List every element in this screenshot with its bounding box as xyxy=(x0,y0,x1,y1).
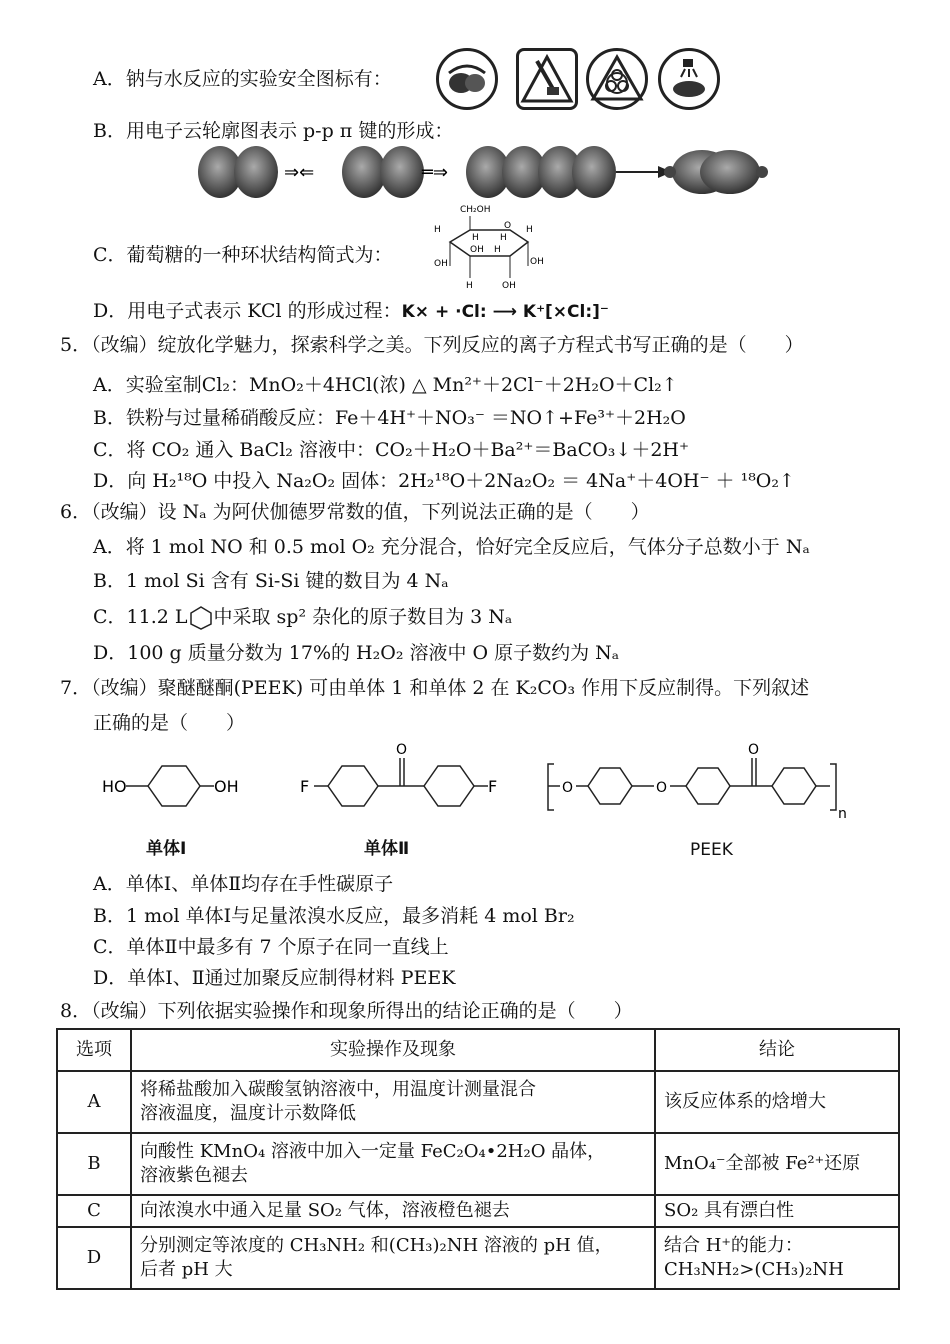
ring-label: OH xyxy=(502,281,516,291)
q7-option-a: A．单体Ⅰ、单体Ⅱ均存在手性碳原子 xyxy=(93,873,394,895)
q4-option-a: A．钠与水反应的实验安全图标有： xyxy=(93,68,392,90)
ring-label: H xyxy=(500,233,507,243)
carbonyl-oxygen: O xyxy=(396,742,408,758)
monomer-1-label: 单体Ⅰ xyxy=(146,839,187,859)
table-row xyxy=(57,1133,899,1195)
q4-option-c: C．葡萄糖的一种环状结构简式为： xyxy=(93,244,393,266)
q5-option-a: A．实验室制Cl₂：MnO₂＋4HCl(浓) △ Mn²⁺＋2Cl⁻＋2H₂O＋Cl₂↑ xyxy=(93,374,678,396)
ether-oxygen-1: O xyxy=(562,780,574,796)
ring-label: H xyxy=(466,281,473,291)
ring-label: OH xyxy=(470,245,484,255)
q6-option-c xyxy=(93,604,512,631)
q6-option-b: B．1 mol Si 含有 Si-Si 键的数目为 4 Nₐ xyxy=(93,570,449,592)
row-option: C xyxy=(57,1195,131,1227)
conclusion-line: CH₃NH₂>(CH₃)₂NH xyxy=(664,1259,844,1280)
oh-group: OH xyxy=(214,777,239,796)
row-operation xyxy=(131,1133,655,1195)
table-header-row xyxy=(57,1029,899,1071)
svg-text:⇒⇐: ⇒⇐ xyxy=(284,162,315,183)
ring-label: H xyxy=(526,225,533,235)
q5-stem: 5．（改编）绽放化学魅力，探索科学之美。下列反应的离子方程式书写正确的是（ ） xyxy=(60,334,804,356)
peek-carbonyl-oxygen: O xyxy=(748,742,760,758)
monomer-structures xyxy=(96,740,856,826)
header-option: 选项 xyxy=(57,1029,131,1071)
row-conclusion xyxy=(655,1227,899,1289)
q7-option-b: B．1 mol 单体Ⅰ与足量浓溴水反应，最多消耗 4 mol Br₂ xyxy=(93,905,575,927)
ring-label: O xyxy=(504,221,512,231)
p-orbital-diagram xyxy=(196,144,776,200)
cyclohexane-icon xyxy=(188,605,214,631)
row-option: D xyxy=(57,1227,131,1289)
row-operation: 向浓溴水中通入足量 SO₂ 气体，溶液橙色褪去 xyxy=(131,1195,655,1227)
peek-label: PEEK xyxy=(690,840,733,860)
ring-label: OH xyxy=(434,259,448,269)
ventilation-icon xyxy=(586,48,648,110)
q5-option-c: C．将 CO₂ 通入 BaCl₂ 溶液中：CO₂＋H₂O＋Ba²⁺＝BaCO₃↓＋2H⁺ xyxy=(93,439,690,461)
row-option: A xyxy=(57,1071,131,1133)
sharp-object-icon xyxy=(516,48,578,110)
repeat-n: n xyxy=(838,806,847,822)
ring-label: CH₂OH xyxy=(460,205,491,215)
table-row xyxy=(57,1195,899,1227)
experiment-table xyxy=(56,1028,900,1290)
q7-option-c: C．单体Ⅱ中最多有 7 个原子在同一直线上 xyxy=(93,936,449,958)
q7-stem-line1: 7．（改编）聚醚醚酮(PEEK) 可由单体 1 和单体 2 在 K₂CO₃ 作用下反应制得。下列叙述 xyxy=(60,677,810,699)
q6-stem: 6．（改编）设 Nₐ 为阿伏伽德罗常数的值，下列说法正确的是（ ） xyxy=(60,501,650,523)
header-operation: 实验操作及现象 xyxy=(131,1029,655,1071)
q8-stem: 8．（改编）下列依据实验操作和现象所得出的结论正确的是（ ） xyxy=(60,1000,633,1022)
q6-option-a: A．将 1 mol NO 和 0.5 mol O₂ 充分混合，恰好完全反应后，气体分子总数小于 Nₐ xyxy=(93,536,810,558)
ring-label: H xyxy=(472,233,479,243)
operation-line: 向酸性 KMnO₄ 溶液中加入一定量 FeC₂O₄•2H₂O 晶体， xyxy=(140,1141,606,1162)
q7-option-d: D．单体Ⅰ、Ⅱ通过加聚反应制得材料 PEEK xyxy=(93,967,456,989)
ring-label: OH xyxy=(530,257,544,267)
fluorine-left: F xyxy=(300,777,310,796)
table-row xyxy=(57,1227,899,1289)
ho-group: HO xyxy=(102,777,127,796)
operation-line: 将稀盐酸加入碳酸氢钠溶液中，用温度计测量混合 xyxy=(140,1079,536,1100)
q5-option-b: B．铁粉与过量稀硝酸反应：Fe＋4H⁺＋NO₃⁻ ＝NO↑+Fe³⁺＋2H₂O xyxy=(93,407,686,429)
q6-option-c-pre: C．11.2 L xyxy=(93,606,188,628)
row-conclusion: 该反应体系的焓增大 xyxy=(655,1071,899,1133)
q6-option-c-post: 中采取 sp² 杂化的原子数目为 3 Nₐ xyxy=(213,606,513,628)
q4-option-d-text: D．用电子式表示 KCl 的形成过程： xyxy=(93,300,402,322)
q4-option-b: B．用电子云轮廓图表示 p-p π 键的形成： xyxy=(93,120,454,142)
row-option: B xyxy=(57,1133,131,1195)
q5-option-d: D．向 H₂¹⁸O 中投入 Na₂O₂ 固体：2H₂¹⁸O＋2Na₂O₂ ＝ 4Na⁺＋4OH⁻ ＋ ¹⁸O₂↑ xyxy=(93,470,795,492)
q7-stem-line2: 正确的是（ ） xyxy=(93,712,246,734)
row-operation xyxy=(131,1071,655,1133)
glucose-ring-structure xyxy=(430,200,550,292)
fluorine-right: F xyxy=(488,777,498,796)
row-conclusion: SO₂ 具有漂白性 xyxy=(655,1195,899,1227)
conclusion-line: 结合 H⁺的能力： xyxy=(664,1235,803,1256)
row-conclusion: MnO₄⁻全部被 Fe²⁺还原 xyxy=(655,1133,899,1195)
header-conclusion: 结论 xyxy=(655,1029,899,1071)
q6-option-d: D．100 g 质量分数为 17%的 H₂O₂ 溶液中 O 原子数约为 Nₐ xyxy=(93,642,620,664)
ring-label: H xyxy=(434,225,441,235)
wash-hands-icon xyxy=(658,48,720,110)
monomer-2-label: 单体Ⅱ xyxy=(364,839,410,859)
operation-line: 后者 pH 大 xyxy=(140,1259,233,1280)
operation-line: 溶液温度，温度计示数降低 xyxy=(140,1103,356,1124)
operation-line: 分别测定等浓度的 CH₃NH₂ 和(CH₃)₂NH 溶液的 pH 值， xyxy=(140,1235,613,1256)
row-operation xyxy=(131,1227,655,1289)
ether-oxygen-2: O xyxy=(656,780,668,796)
table-row xyxy=(57,1071,899,1133)
ring-label: H xyxy=(494,245,501,255)
goggles-icon xyxy=(436,48,498,110)
q4-option-d xyxy=(93,298,609,325)
kcl-electron-formula: K× + ·Cl: ⟶ K⁺[×Cl:]⁻ xyxy=(401,302,609,322)
operation-line: 溶液紫色褪去 xyxy=(140,1165,248,1186)
svg-text:═⇒: ═⇒ xyxy=(422,162,448,183)
